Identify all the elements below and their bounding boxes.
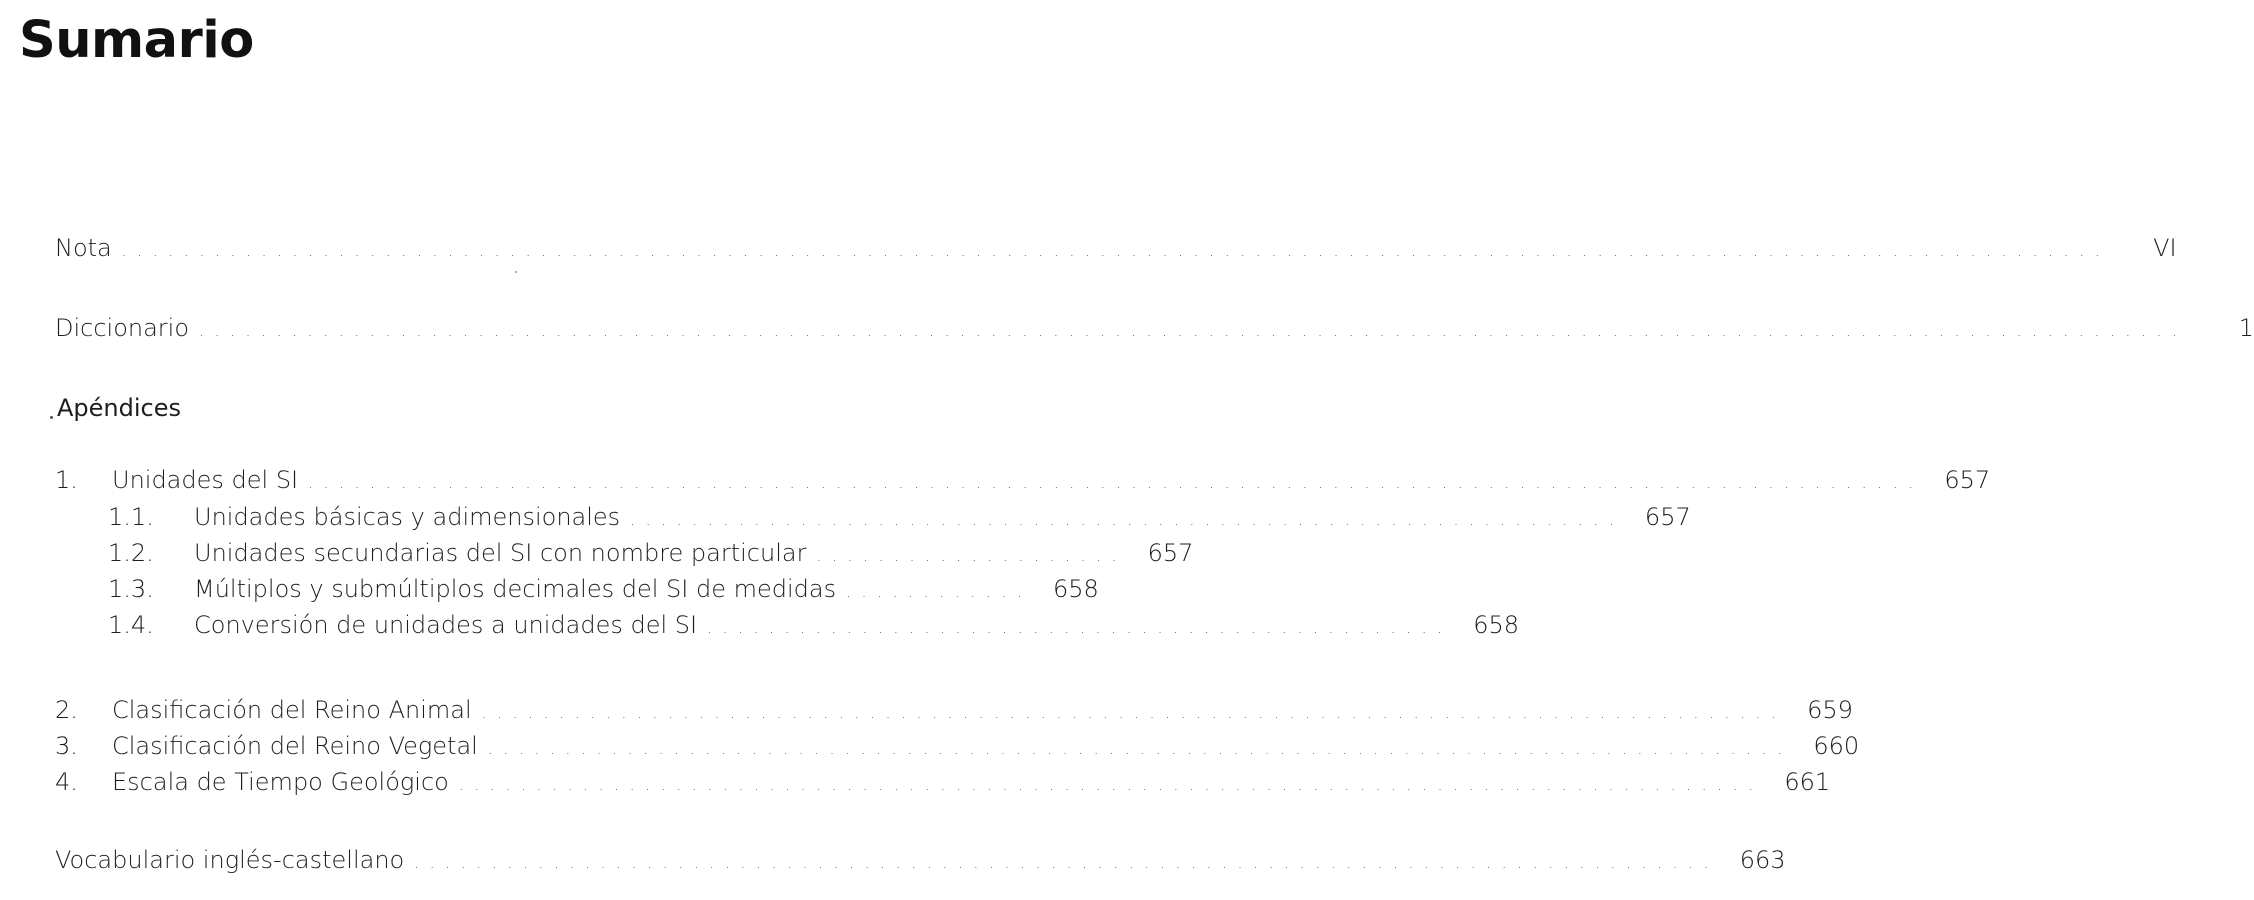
entry-label: Conversión de unidades a unidades del SI <box>194 611 698 639</box>
page-number: 657 <box>1147 539 1194 567</box>
page-number: 657 <box>1644 503 1691 531</box>
toc-entry-reino-vegetal <box>55 731 1860 764</box>
page-number: 660 <box>1813 732 1860 760</box>
toc-entry-nota <box>55 233 2177 266</box>
dot-leader: . . . . . . . . . . . . <box>846 583 1025 601</box>
dot-leader: . . . . . . . . . . . . . . . . . . . . . . . . . . . . . . . . . . . . . . . . . . . . . . . . . . . . . . . . . . . . . . . . . . . . . . . . . . . . . . . . . . . . <box>414 854 1712 872</box>
entry-label: Escala de Tiempo Geológico <box>112 768 449 796</box>
scan-mark <box>50 416 53 419</box>
page-number: 663 <box>1739 846 1786 874</box>
entry-number: 2. <box>55 696 78 724</box>
entry-label: Unidades básicas y adimensionales <box>194 503 621 531</box>
entry-label: Múltiplos y submúltiplos decimales del SI de medidas <box>194 575 837 603</box>
toc-entry-1-2 <box>108 538 1194 571</box>
dot-leader: . . . . . . . . . . . . . . . . . . . . <box>816 547 1120 565</box>
dot-leader: . . . . . . . . . . . . . . . . . . . . . . . . . . . . . . . . . . . . . . . . . . . . . . . . . . . . . . . . . . . . . . . . . . . . . . . . . . . . . . . . . . . . . . . . . . . . . . . . . . . . . . . . . . . . . . . . . . . . . . . . . . . . . . . . <box>121 242 2103 260</box>
dot-leader: . . . . . . . . . . . . . . . . . . . . . . . . . . . . . . . . . . . . . . . . . . . . . . . . . . . . . . . . . . . . . . . . . . . . . . . . . . . . . . . . . . . . . . . . . . . . . . . . . . . . . . . . <box>308 474 1917 492</box>
dot-leader: . . . . . . . . . . . . . . . . . . . . . . . . . . . . . . . . . . . . . . . . . . . . . . . . . . . . . . . . . . . . . . . . . . . . . . . . . . . . . . . . . . . . <box>487 740 1786 758</box>
page-number: 659 <box>1807 696 1853 724</box>
toc-entry-1-3 <box>108 574 1099 607</box>
toc-entry-tiempo-geologico <box>55 767 1831 800</box>
toc-entry-diccionario <box>55 313 2254 346</box>
page-number: VI <box>2153 234 2177 262</box>
entry-number: 1.2. <box>108 539 154 567</box>
entry-label: Unidades secundarias del SI con nombre particular <box>194 539 807 567</box>
entry-number: 1.4. <box>108 611 154 639</box>
entry-label: Unidades del SI <box>112 466 299 494</box>
page-number: 1 <box>2238 314 2254 342</box>
page-number: 661 <box>1784 768 1831 796</box>
dot-leader: . . . . . . . . . . . . . . . . . . . . . . . . . . . . . . . . . . . . . . . . . . . . . . . . <box>707 619 1446 637</box>
entry-label: Diccionario <box>55 314 190 342</box>
entry-number: 1. <box>55 466 78 494</box>
toc-entry-reino-animal <box>55 695 1853 728</box>
entry-number: 4. <box>55 768 78 796</box>
entry-label: Vocabulario inglés-castellano <box>55 846 405 874</box>
scan-speck <box>515 271 517 273</box>
toc-entry-1-4 <box>108 610 1520 643</box>
toc-entry-unidades <box>55 465 1991 498</box>
page-title: Sumario <box>19 11 254 70</box>
dot-leader: . . . . . . . . . . . . . . . . . . . . . . . . . . . . . . . . . . . . . . . . . . . . . . . . . . . . . . . . . . . . . . . . . . . . . . . . . . . . . . . . . . . . <box>481 704 1779 722</box>
entry-label: Clasificación del Reino Vegetal <box>112 732 478 760</box>
dot-leader: . . . . . . . . . . . . . . . . . . . . . . . . . . . . . . . . . . . . . . . . . . . . . . . . . . . . . . . . . . . . . . . . <box>630 511 1617 529</box>
section-heading-apendices: Apéndices <box>57 394 181 422</box>
dot-leader: . . . . . . . . . . . . . . . . . . . . . . . . . . . . . . . . . . . . . . . . . . . . . . . . . . . . . . . . . . . . . . . . . . . . . . . . . . . . . . . . . . . . <box>458 776 1757 794</box>
entry-number: 3. <box>55 732 78 760</box>
toc-entry-vocabulario <box>55 845 1786 878</box>
entry-label: Clasificación del Reino Animal <box>112 696 472 724</box>
dot-leader: . . . . . . . . . . . . . . . . . . . . . . . . . . . . . . . . . . . . . . . . . . . . . . . . . . . . . . . . . . . . . . . . . . . . . . . . . . . . . . . . . . . . . . . . . . . . . . . . . . . . . . . . . . . . . . . . . . . . . . . . . . . . . . . . <box>199 322 2180 340</box>
toc-entry-1-1 <box>108 502 1691 535</box>
page-number: 658 <box>1473 611 1520 639</box>
entry-label: Nota <box>55 234 112 262</box>
page-number: 658 <box>1052 575 1099 603</box>
entry-number: 1.3. <box>108 575 154 603</box>
entry-number: 1.1. <box>108 503 154 531</box>
page-number: 657 <box>1944 466 1991 494</box>
